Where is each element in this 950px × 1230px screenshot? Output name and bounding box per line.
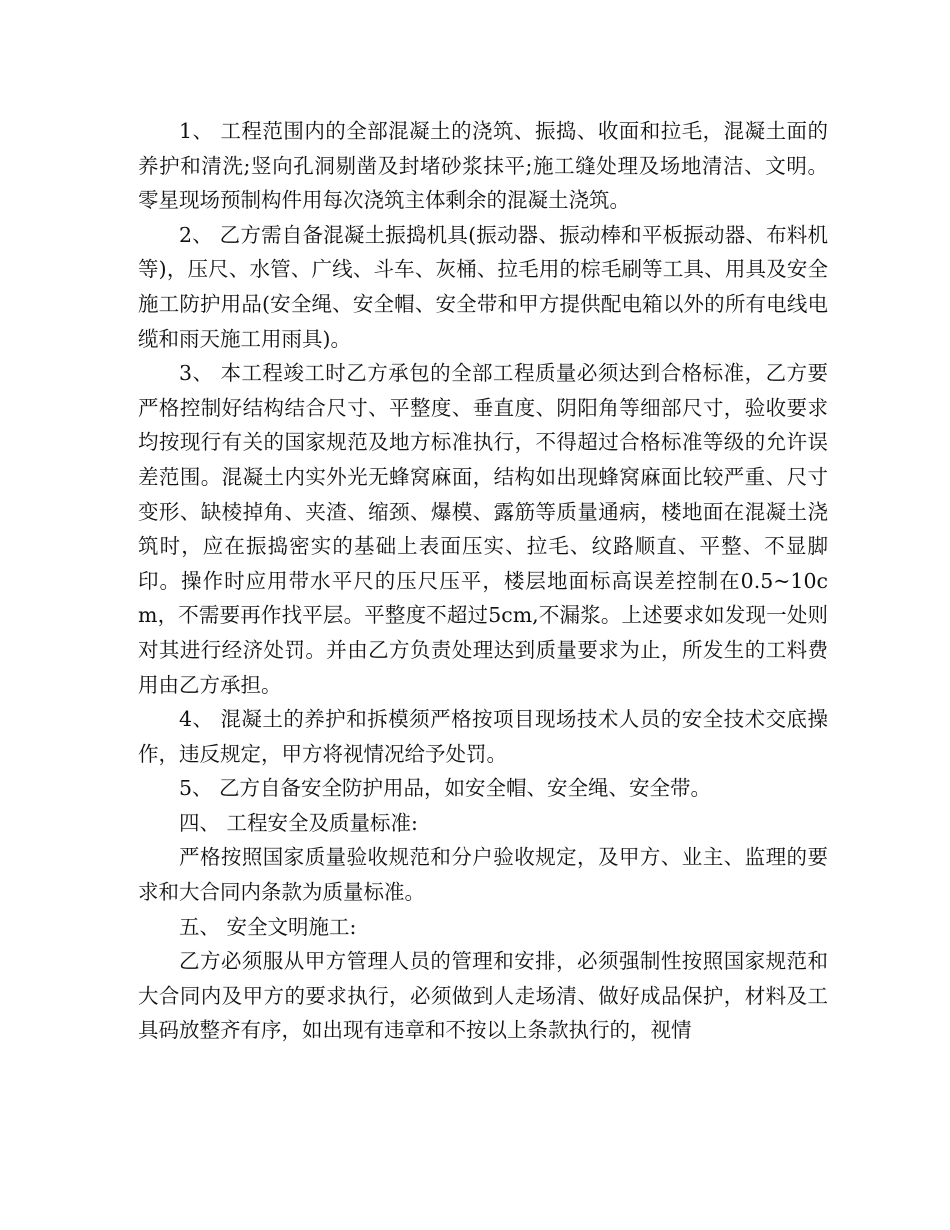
paragraph-clause-3: 3、 本工程竣工时乙方承包的全部工程质量必须达到合格标准，乙方要严格控制好结构结合尺寸、平整度、垂直度、阴阳角等细部尺寸，验收要求均按现行有关的国家规范及地方标准执行，不得超过合格标准等级的允许误差范围。混凝土内实外光无蜂窝麻面，结构如出现蜂窝麻面比较严重、尺寸变形、缺棱掉角、夹渣、缩颈、爆模、露筋等质量通病，楼地面在混凝土浇筑时，应在振捣密实的基础上表面压实、拉毛、纹路顺直、平整、不显脚印。操作时应用带水平尺的压尺压平，楼层地面标高误差控制在0.5~10cm，不需要再作找平层。平整度不超过5cm,不漏浆。上述要求如发现一处则对其进行经济处罚。并由乙方负责处理达到质量要求为止，所发生的工料费用由乙方承担。 <box>138 361 828 697</box>
paragraph-clause-4: 4、 混凝土的养护和拆模须严格按项目现场技术人员的安全技术交底操作，违反规定，甲方将视情况给予处罚。 <box>138 707 828 766</box>
section-heading-civilized-construction: 五、 安全文明施工: <box>179 914 357 939</box>
paragraph-clause-1: 1、 工程范围内的全部混凝土的浇筑、振捣、收面和拉毛，混凝土面的养护和清洗;竖向孔洞剔凿及封堵砂浆抹平;施工缝处理及场地清洁、文明。零星现场预制构件用每次浇筑主体剩余的混凝土浇筑。 <box>138 119 828 213</box>
paragraph-clause-5: 5、 乙方自备安全防护用品，如安全帽、安全绳、安全带。 <box>179 776 712 801</box>
document-body <box>138 114 828 1048</box>
paragraph-quality-standard: 严格按照国家质量验收规范和分户验收规定，及甲方、业主、监理的要求和大合同内条款为质量标准。 <box>138 845 828 905</box>
paragraph-clause-2: 2、 乙方需自备混凝土振捣机具(振动器、振动棒和平板振动器、布料机等)，压尺、水管、广线、斗车、灰桶、拉毛用的棕毛刷等工具、用具及安全施工防护用品(安全绳、安全帽、安全带和甲方提供配电箱以外的所有电线电缆和雨天施工用雨具)。 <box>138 222 828 351</box>
section-heading-safety-quality: 四、 工程安全及质量标准: <box>179 810 418 835</box>
paragraph-civilized-construction: 乙方必须服从甲方管理人员的管理和安排，必须强制性按照国家规范和大合同内及甲方的要求执行，必须做到人走场清、做好成品保护，材料及工具码放整齐有序，如出现有违章和不按以上条款执行的，视情 <box>138 949 828 1043</box>
